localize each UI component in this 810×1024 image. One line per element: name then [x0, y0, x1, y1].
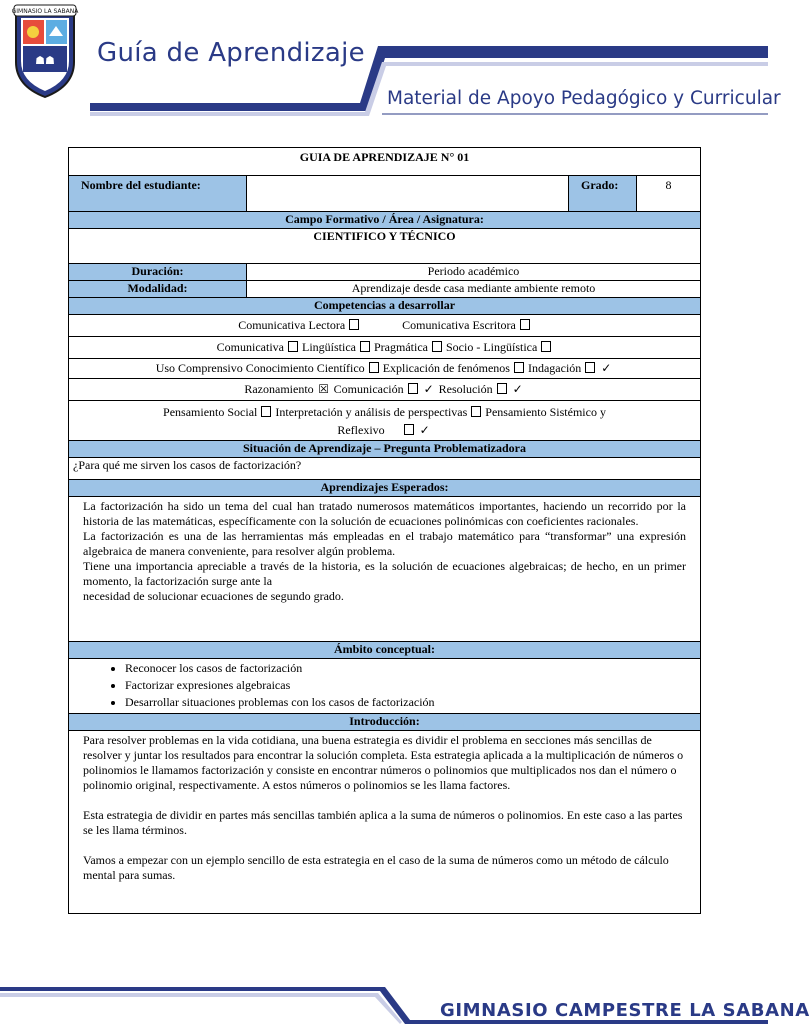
comp-uso-checkbox[interactable]	[369, 362, 379, 373]
comp-resolucion-label: Resolución	[438, 382, 493, 396]
comp-pragmatica-checkbox[interactable]	[432, 341, 442, 352]
comp-pragmatica-label: Pragmática	[374, 340, 428, 354]
comp-resolucion-checkbox[interactable]	[497, 383, 507, 394]
intro-label: Introducción:	[69, 714, 701, 731]
situation-question: ¿Para qué me sirven los casos de factorización?	[69, 458, 701, 480]
field-label: Campo Formativo / Área / Asignatura:	[69, 212, 701, 229]
student-name-label: Nombre del estudiante:	[69, 176, 247, 212]
conceptual-content	[69, 659, 701, 714]
competencies-row-3	[69, 359, 701, 379]
comp-razonamiento-label: Razonamiento	[244, 382, 314, 396]
student-name-field[interactable]	[247, 176, 569, 212]
guide-title: GUIA DE APRENDIZAJE N° 01	[69, 148, 701, 176]
comp-explicacion-label: Explicación de fenómenos	[382, 361, 510, 375]
competencies-label: Competencias a desarrollar	[69, 298, 701, 315]
page-header	[0, 0, 781, 120]
checked-mark-icon: ✓	[419, 423, 430, 437]
expected-content	[69, 497, 701, 642]
grade-value: 8	[637, 176, 701, 212]
comp-interpretacion-label: Interpretación y análisis de perspectivas	[275, 405, 468, 419]
duration-label: Duración:	[69, 264, 247, 281]
school-crest-logo	[10, 4, 80, 100]
list-item: • Factorizar expresiones algebraicas	[125, 677, 696, 694]
conceptual-label: Ámbito conceptual:	[69, 642, 701, 659]
comp-socio-checkbox[interactable]	[541, 341, 551, 352]
intro-content	[69, 731, 701, 914]
comp-interpretacion-checkbox[interactable]	[471, 406, 481, 417]
comp-lectora-label: Comunicativa Lectora	[238, 318, 346, 332]
checked-mark-icon: ✓	[601, 361, 612, 375]
page-subtitle: Material de Apoyo Pedagógico y Curricular	[387, 88, 781, 109]
comp-sistemico-label: Pensamiento Sistémico y	[485, 405, 606, 419]
list-item: • Reconocer los casos de factorización	[125, 660, 696, 677]
comp-comunicativa-checkbox[interactable]	[288, 341, 298, 352]
intro-paragraph: Esta estrategia de dividir en partes más sencillas también aplica a la suma de números o polinomios. En este caso a las partes se les llama términos.	[83, 808, 683, 837]
comp-reflexivo-checkbox[interactable]	[404, 424, 414, 435]
footer-school-name: GIMNASIO CAMPESTRE LA SABANA	[440, 1000, 810, 1021]
comp-reflexivo-label: Reflexivo	[337, 423, 385, 437]
comp-comunicacion-checkbox[interactable]	[408, 383, 418, 394]
checked-mark-icon[interactable]: ☒	[318, 382, 330, 396]
comp-pensamiento-label: Pensamiento Social	[163, 405, 258, 419]
expected-paragraph: La factorización ha sido un tema del cual han tratado numerosos matemáticos importantes, haciendo un recorrido por la historia de las matemáticas, específicamente con la solución de ecuaciones polinómicas con coeficientes racionales.	[83, 499, 686, 528]
comp-escritora-label: Comunicativa Escritora	[402, 318, 516, 332]
title-row	[69, 148, 701, 176]
field-value: CIENTIFICO Y TÉCNICO	[69, 229, 701, 264]
comp-indagacion-label: Indagación	[527, 361, 582, 375]
conceptual-list	[73, 660, 696, 711]
expected-paragraph: necesidad de solucionar ecuaciones de segundo grado.	[83, 589, 344, 603]
competencies-row-4	[69, 379, 701, 401]
svg-text:☗☗: ☗☗	[35, 54, 55, 67]
comp-pensamiento-checkbox[interactable]	[261, 406, 271, 417]
comp-explicacion-checkbox[interactable]	[514, 362, 524, 373]
grade-label: Grado:	[569, 176, 637, 212]
checked-mark-icon: ✓	[512, 382, 523, 396]
comp-comunicacion-label: Comunicación	[333, 382, 404, 396]
comp-lectora-checkbox[interactable]	[349, 319, 359, 330]
expected-label: Aprendizajes Esperados:	[69, 480, 701, 497]
intro-paragraph: Vamos a empezar con un ejemplo sencillo de esta estrategia en el caso de la suma de números como un método de cálculo mental para sumas.	[83, 853, 669, 882]
comp-linguistica-label: Lingüística	[302, 340, 356, 354]
comp-uso-label: Uso Comprensivo Conocimiento Científico	[155, 361, 365, 375]
competencies-row-1	[69, 315, 701, 337]
list-item: • Desarrollar situaciones problemas con los casos de factorización	[125, 694, 696, 711]
comp-indagacion-checkbox[interactable]	[585, 362, 595, 373]
competencies-row-2	[69, 337, 701, 359]
situation-label: Situación de Aprendizaje – Pregunta Problematizadora	[69, 441, 701, 458]
svg-text:GIMNASIO LA SABANA: GIMNASIO LA SABANA	[11, 8, 79, 15]
comp-escritora-checkbox[interactable]	[520, 319, 530, 330]
comp-linguistica-checkbox[interactable]	[360, 341, 370, 352]
expected-paragraph: Tiene una importancia apreciable a través de la historia, es la solución de ecuaciones algebraicas; de hecho, en un primer momento, la factorización surge ante la	[83, 559, 686, 588]
modality-value: Aprendizaje desde casa mediante ambiente remoto	[247, 281, 701, 298]
modality-label: Modalidad:	[69, 281, 247, 298]
duration-value: Periodo académico	[247, 264, 701, 281]
comp-socio-label: Socio - Lingüística	[445, 340, 538, 354]
page-title: Guía de Aprendizaje	[97, 38, 365, 68]
student-row	[69, 176, 701, 212]
checked-mark-icon: ✓	[423, 382, 434, 396]
learning-guide-table	[68, 147, 701, 914]
competencies-row-5	[69, 401, 701, 441]
comp-comunicativa-label: Comunicativa	[216, 340, 284, 354]
expected-paragraph: La factorización es una de las herramientas más empleadas en el trabajo matemático para “transformar” una expresión algebraica de manera conveniente, para resolver algún problema.	[83, 529, 686, 558]
intro-paragraph: Para resolver problemas en la vida cotidiana, una buena estrategia es dividir el problema en secciones más sencillas de resolver y juntar los resultados para encontrar la solución completa. Esta estrategia aplicada a la multiplicación de números o polinomios le llamamos factorización y consiste en encontrar números o polinomios que multiplicados nos dan el número o polinomio original, respectivamente. A estos números o polinomios se les llama factores.	[83, 733, 684, 792]
